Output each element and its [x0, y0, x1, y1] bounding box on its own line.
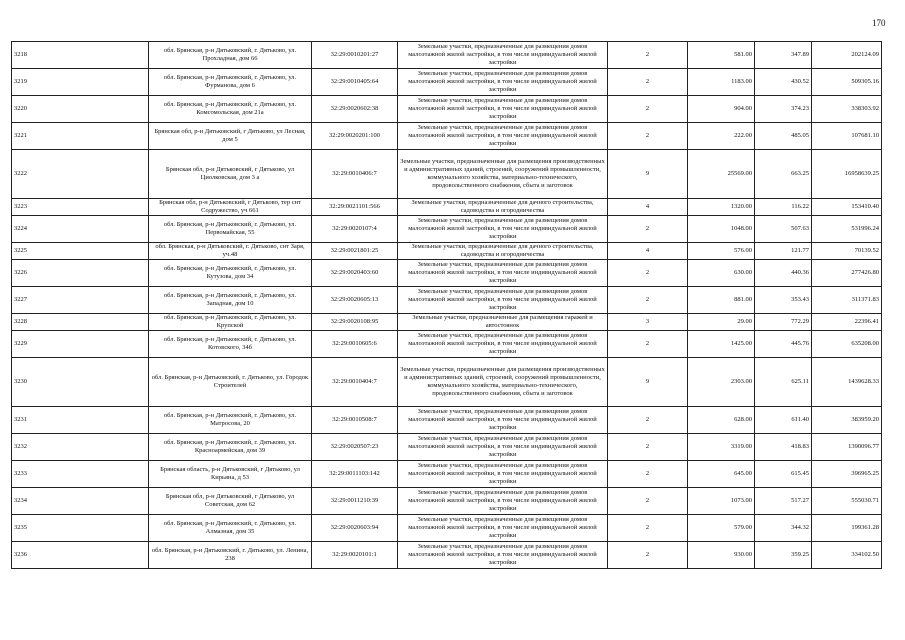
table-row — [12, 314, 882, 331]
table-row — [12, 542, 882, 569]
row-cadastral-value: 199361.28 — [812, 515, 882, 542]
row-cadastral-value: 334102.50 — [812, 542, 882, 569]
row-number: 3231 — [12, 407, 149, 434]
row-specific-value: 121.77 — [755, 243, 812, 260]
row-area: 630.00 — [688, 260, 755, 287]
row-land-use: Земельные участки, предназначенные для размещения домов малоэтажной жилой застройки, в том числе индивидуальной жилой застройки — [398, 42, 608, 69]
row-land-use: Земельные участки, предназначенные для размещения домов малоэтажной жилой застройки, в том числе индивидуальной жилой застройки — [398, 488, 608, 515]
row-cadastral-number: 32:29:0020605:13 — [312, 287, 398, 314]
row-use-group: 3 — [608, 314, 688, 331]
table-row — [12, 96, 882, 123]
row-number: 3233 — [12, 461, 149, 488]
row-number: 3226 — [12, 260, 149, 287]
row-specific-value: 116.22 — [755, 199, 812, 216]
row-specific-value: 625.11 — [755, 358, 812, 407]
row-specific-value: 615.45 — [755, 461, 812, 488]
row-specific-value: 430.52 — [755, 69, 812, 96]
row-number: 3222 — [12, 150, 149, 199]
row-address: обл. Брянская, р-н Дятьковский, г. Дятьково, ул. Алмазная, дом 35 — [149, 515, 312, 542]
row-land-use: Земельные участки, предназначенные для размещения домов малоэтажной жилой застройки, в том числе индивидуальной жилой застройки — [398, 260, 608, 287]
row-number: 3234 — [12, 488, 149, 515]
row-number: 3218 — [12, 42, 149, 69]
table-row — [12, 42, 882, 69]
row-number: 3228 — [12, 314, 149, 331]
row-cadastral-value: 1390096.77 — [812, 434, 882, 461]
row-cadastral-value: 153410.40 — [812, 199, 882, 216]
registry-body — [12, 42, 882, 569]
page-number: 170 — [872, 18, 886, 28]
row-cadastral-value: 555030.71 — [812, 488, 882, 515]
row-specific-value: 611.40 — [755, 407, 812, 434]
row-specific-value: 418.83 — [755, 434, 812, 461]
row-cadastral-value: 383959.20 — [812, 407, 882, 434]
table-row — [12, 488, 882, 515]
row-use-group: 2 — [608, 434, 688, 461]
row-cadastral-number: 32:29:0011103:142 — [312, 461, 398, 488]
row-cadastral-value: 16958639.25 — [812, 150, 882, 199]
table-row — [12, 69, 882, 96]
row-cadastral-number: 32:29:0021801:25 — [312, 243, 398, 260]
row-number: 3219 — [12, 69, 149, 96]
row-cadastral-value: 338303.92 — [812, 96, 882, 123]
row-cadastral-value: 396965.25 — [812, 461, 882, 488]
row-number: 3220 — [12, 96, 149, 123]
row-area: 2303.00 — [688, 358, 755, 407]
table-row — [12, 461, 882, 488]
row-cadastral-number: 32:29:0020602:38 — [312, 96, 398, 123]
table-row — [12, 407, 882, 434]
row-cadastral-number: 32:29:0020201:100 — [312, 123, 398, 150]
row-area: 1425.00 — [688, 331, 755, 358]
row-address: обл. Брянская, р-н Дятьковский, г. Дятьково, ул. Ленина, 238 — [149, 542, 312, 569]
row-area: 904.00 — [688, 96, 755, 123]
table-row — [12, 515, 882, 542]
row-cadastral-value: 70139.52 — [812, 243, 882, 260]
row-use-group: 2 — [608, 287, 688, 314]
row-address: обл. Брянская, р-н Дятьковский, г. Дятьково, ул. Крупской — [149, 314, 312, 331]
row-area: 222.00 — [688, 123, 755, 150]
row-use-group: 4 — [608, 199, 688, 216]
row-area: 881.00 — [688, 287, 755, 314]
row-cadastral-value: 311371.83 — [812, 287, 882, 314]
row-area: 579.00 — [688, 515, 755, 542]
row-specific-value: 374.23 — [755, 96, 812, 123]
row-number: 3229 — [12, 331, 149, 358]
row-specific-value: 353.43 — [755, 287, 812, 314]
row-number: 3221 — [12, 123, 149, 150]
row-address: Брянская обл, р-н Дятьковский, г Дятьково, тер снт Содружество, уч 661 — [149, 199, 312, 216]
table-row — [12, 331, 882, 358]
table-row — [12, 199, 882, 216]
row-specific-value: 485.05 — [755, 123, 812, 150]
row-land-use: Земельные участки, предназначенные для размещения производственных и административных зданий, строений, сооружений промышленности, коммунального хозяйства, материально-технического, продовольственного снабжения, сбыта и заготовок — [398, 358, 608, 407]
row-cadastral-number: 32:29:0010508:7 — [312, 407, 398, 434]
row-specific-value: 507.63 — [755, 216, 812, 243]
row-specific-value: 359.25 — [755, 542, 812, 569]
row-address: обл. Брянская, р-н Дятьковский, г. Дятьково, ул. Котовского, 34б — [149, 331, 312, 358]
row-cadastral-value: 277426.80 — [812, 260, 882, 287]
table-row — [12, 216, 882, 243]
row-cadastral-value: 635208.00 — [812, 331, 882, 358]
row-cadastral-number: 32:29:0010405:64 — [312, 69, 398, 96]
row-use-group: 2 — [608, 260, 688, 287]
row-address: обл. Брянская, р-н Дятьковский, г. Дятьково, ул. Матросова, 20 — [149, 407, 312, 434]
row-area: 1073.00 — [688, 488, 755, 515]
row-use-group: 2 — [608, 96, 688, 123]
row-address: Брянская область, р-н Дятьковский, г Дятьково, ул Кирьяна, д 53 — [149, 461, 312, 488]
row-cadastral-number: 32:29:0011210:39 — [312, 488, 398, 515]
row-area: 1320.00 — [688, 199, 755, 216]
row-address: обл. Брянская, р-н Дятьковский, г. Дятьково, ул. Красноармейская, дом 39 — [149, 434, 312, 461]
row-cadastral-number: 32:29:0020107:4 — [312, 216, 398, 243]
row-cadastral-number: 32:29:0020507:23 — [312, 434, 398, 461]
row-land-use: Земельные участки, предназначенные для размещения домов малоэтажной жилой застройки, в том числе индивидуальной жилой застройки — [398, 96, 608, 123]
row-area: 1183.00 — [688, 69, 755, 96]
row-address: Брянская обл, р-н Дятьковский, г Дятьково, ул Советская, дом 62 — [149, 488, 312, 515]
row-number: 3225 — [12, 243, 149, 260]
row-address: обл. Брянская, р-н Дятьковский, г. Дятьково, ул. Западная, дом 10 — [149, 287, 312, 314]
row-specific-value: 663.25 — [755, 150, 812, 199]
row-use-group: 2 — [608, 407, 688, 434]
row-number: 3230 — [12, 358, 149, 407]
row-address: обл. Брянская, р-н Дятьковский, г. Дятьково, ул. Кутузова, дом 34 — [149, 260, 312, 287]
row-land-use: Земельные участки, предназначенные для размещения домов малоэтажной жилой застройки, в том числе индивидуальной жилой застройки — [398, 216, 608, 243]
row-use-group: 2 — [608, 542, 688, 569]
row-use-group: 2 — [608, 42, 688, 69]
row-number: 3232 — [12, 434, 149, 461]
row-address: обл. Брянская, р-н Дятьковский, г. Дятьково, ул. Городок Строителей — [149, 358, 312, 407]
row-specific-value: 344.32 — [755, 515, 812, 542]
row-cadastral-value: 22396.41 — [812, 314, 882, 331]
row-cadastral-value: 531996.24 — [812, 216, 882, 243]
row-number: 3235 — [12, 515, 149, 542]
row-land-use: Земельные участки, предназначенные для размещения домов малоэтажной жилой застройки, в том числе индивидуальной жилой застройки — [398, 287, 608, 314]
row-use-group: 2 — [608, 123, 688, 150]
row-cadastral-value: 107681.10 — [812, 123, 882, 150]
table-row — [12, 123, 882, 150]
row-cadastral-number: 32:29:0020101:1 — [312, 542, 398, 569]
row-number: 3224 — [12, 216, 149, 243]
row-cadastral-number: 32:29:0020108:95 — [312, 314, 398, 331]
row-address: обл. Брянская, р-н Дятьковский, г. Дятьково, ул. Фурманова, дом 6 — [149, 69, 312, 96]
row-use-group: 2 — [608, 488, 688, 515]
row-cadastral-number: 32:29:0020403:60 — [312, 260, 398, 287]
row-use-group: 2 — [608, 461, 688, 488]
row-specific-value: 517.27 — [755, 488, 812, 515]
row-use-group: 2 — [608, 331, 688, 358]
row-land-use: Земельные участки, предназначенные для размещения домов малоэтажной жилой застройки, в том числе индивидуальной жилой застройки — [398, 461, 608, 488]
row-land-use: Земельные участки, предназначенные для дачного строительства, садоводства и огородничества — [398, 243, 608, 260]
row-area: 628.00 — [688, 407, 755, 434]
row-address: обл. Брянская, р-н Дятьковский, г. Дятьково, ул. Комсомольская, дом 21а — [149, 96, 312, 123]
row-area: 25569.00 — [688, 150, 755, 199]
row-address: Брянская обл, р-н Дятьковский, г Дятьково, ул Лесная, дом 5 — [149, 123, 312, 150]
row-land-use: Земельные участки, предназначенные для размещения гаражей и автостоянок — [398, 314, 608, 331]
row-area: 645.00 — [688, 461, 755, 488]
row-cadastral-number: 32:29:0021101:566 — [312, 199, 398, 216]
row-use-group: 9 — [608, 358, 688, 407]
row-area: 581.00 — [688, 42, 755, 69]
row-cadastral-value: 1439628.33 — [812, 358, 882, 407]
row-address: обл. Брянская, р-н Дятьковский, г. Дятьково, ул. Первомайская, 55 — [149, 216, 312, 243]
row-cadastral-value: 509305.16 — [812, 69, 882, 96]
row-address: обл. Брянская, р-н Дятьковский, г. Дятьково, снт Заря, уч.48 — [149, 243, 312, 260]
table-row — [12, 243, 882, 260]
row-use-group: 9 — [608, 150, 688, 199]
row-specific-value: 772.29 — [755, 314, 812, 331]
row-specific-value: 440.36 — [755, 260, 812, 287]
row-land-use: Земельные участки, предназначенные для размещения производственных и административных зданий, строений, сооружений промышленности, коммунального хозяйства, материально-технического, продовольственного снабжения, сбыта и заготовок — [398, 150, 608, 199]
row-area: 29.00 — [688, 314, 755, 331]
row-specific-value: 347.89 — [755, 42, 812, 69]
row-use-group: 2 — [608, 216, 688, 243]
land-registry-table — [11, 41, 882, 569]
table-row — [12, 260, 882, 287]
table-row — [12, 150, 882, 199]
row-cadastral-number: 32:29:0010605:6 — [312, 331, 398, 358]
row-land-use: Земельные участки, предназначенные для размещения домов малоэтажной жилой застройки, в том числе индивидуальной жилой застройки — [398, 434, 608, 461]
row-cadastral-number: 32:29:0010404:7 — [312, 358, 398, 407]
row-area: 3319.00 — [688, 434, 755, 461]
row-cadastral-number: 32:29:0020603:94 — [312, 515, 398, 542]
row-area: 930.00 — [688, 542, 755, 569]
table-row — [12, 358, 882, 407]
row-area: 576.00 — [688, 243, 755, 260]
row-land-use: Земельные участки, предназначенные для размещения домов малоэтажной жилой застройки, в том числе индивидуальной жилой застройки — [398, 331, 608, 358]
row-land-use: Земельные участки, предназначенные для дачного строительства, садоводства и огородничества — [398, 199, 608, 216]
row-cadastral-number: 32:29:0010406:7 — [312, 150, 398, 199]
row-use-group: 2 — [608, 515, 688, 542]
row-address: Брянская обл, р-н Дятьковский, г Дятьково, ул Циолковская, дом 3 а — [149, 150, 312, 199]
row-specific-value: 445.76 — [755, 331, 812, 358]
row-cadastral-value: 202124.09 — [812, 42, 882, 69]
row-use-group: 2 — [608, 69, 688, 96]
row-land-use: Земельные участки, предназначенные для размещения домов малоэтажной жилой застройки, в том числе индивидуальной жилой застройки — [398, 542, 608, 569]
table-row — [12, 287, 882, 314]
row-land-use: Земельные участки, предназначенные для размещения домов малоэтажной жилой застройки, в том числе индивидуальной жилой застройки — [398, 69, 608, 96]
row-number: 3227 — [12, 287, 149, 314]
row-number: 3236 — [12, 542, 149, 569]
row-use-group: 4 — [608, 243, 688, 260]
row-land-use: Земельные участки, предназначенные для размещения домов малоэтажной жилой застройки, в том числе индивидуальной жилой застройки — [398, 515, 608, 542]
row-cadastral-number: 32:29:0010201:27 — [312, 42, 398, 69]
row-number: 3223 — [12, 199, 149, 216]
row-area: 1048.00 — [688, 216, 755, 243]
row-land-use: Земельные участки, предназначенные для размещения домов малоэтажной жилой застройки, в том числе индивидуальной жилой застройки — [398, 407, 608, 434]
row-address: обл. Брянская, р-н Дятьковский, г. Дятьково, ул. Прохладная, дом 66 — [149, 42, 312, 69]
row-land-use: Земельные участки, предназначенные для размещения домов малоэтажной жилой застройки, в том числе индивидуальной жилой застройки — [398, 123, 608, 150]
table-row — [12, 434, 882, 461]
